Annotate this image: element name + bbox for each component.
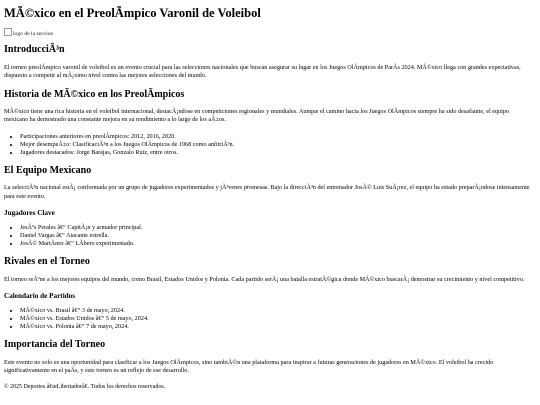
list-item: • Jugadores destacados: Jorge Barajas, Gonzalo Ruiz, entre otros. xyxy=(20,149,534,157)
page xyxy=(0,6,538,391)
team-heading: El Equipo Mexicano xyxy=(4,164,92,176)
list-item: • Mejor desempeÃ±o: ClasificaciÃ³n a los Juegos OlÃmpicos de 1968 como anfitriÃ³n. xyxy=(20,141,534,149)
list-item: • MÃ©xico vs. Estados Unidos â€“ 5 de mayo, 2024. xyxy=(20,315,534,323)
list-item: • JesÃºs Perales â€“ CapitÃ¡n y armador principal. xyxy=(20,224,534,232)
importance-text: Este evento no solo es una oportunidad para clasificar a los Juegos OlÃmpicos, sino tambiÃ©n una plataforma para inspirar a futuras generaciones de jugadores en MÃ©xico. El voleibol ha crecido significativamente en el paÃs, y este torneo es un reflejo de ese desarrollo. xyxy=(4,358,494,375)
rivals-text: El torneo reÃºne a los mejores equipos del mundo, como Brasil, Estados Unidos y Polonia. Cada partido serÃ¡ una batalla estratÃ©gica donde MÃ©xico buscarÃ¡ demostrar su crecimiento y nivel competitivo. xyxy=(4,275,525,283)
schedule-heading: Calendario de Partidos xyxy=(4,292,76,301)
section-logo-image xyxy=(4,28,534,38)
rivals-section xyxy=(4,256,534,331)
page-title: MÃ©xico en el PreolÃmpico Varonil de Voleibol xyxy=(4,6,261,20)
history-heading: Historia de MÃ©xico en los PreolÃmpicos xyxy=(4,88,185,100)
list-item: • MÃ©xico vs. Polonia â€“ 7 de mayo, 2024. xyxy=(20,323,534,331)
page-footer: © 2025 Deportes â€œLibertadorâ€. Todos los derechos reservados. xyxy=(4,383,166,390)
history-list xyxy=(4,133,534,157)
schedule-list xyxy=(4,307,534,331)
team-text: La selecciÃ³n nacional estÃ¡ conformada por un grupo de jugadores experimentados y jÃ³venes promesas. Bajo la direcciÃ³n del entrenador JosÃ© Luis SuÃ¡rez, el equipo ha estado preparÃ¡ndose intensamente para este evento. xyxy=(4,184,530,200)
broken-image-icon xyxy=(4,28,12,36)
section-logo-alt-text: logo de la seccion xyxy=(13,31,54,38)
intro-section xyxy=(4,44,534,80)
importance-section xyxy=(4,339,534,375)
key-players-heading: Jugadores Clave xyxy=(4,209,55,218)
rivals-heading: Rivales en el Torneo xyxy=(4,256,90,268)
list-item: • Participaciones anteriores en preolÃmpicos: 2012, 2016, 2020. xyxy=(20,133,534,141)
intro-heading: IntroducciÃ³n xyxy=(4,44,65,56)
team-section xyxy=(4,165,534,248)
history-section xyxy=(4,89,534,157)
list-item: • MÃ©xico vs. Brasil â€“ 3 de mayo, 2024. xyxy=(20,307,534,315)
importance-heading: Importancia del Torneo xyxy=(4,339,106,351)
list-item: • JosÃ© MartÃnez â€“ LÃbero experimentado. xyxy=(20,240,534,248)
history-text: MÃ©xico tiene una rica historia en el voleibol internacional, destacÃ¡ndose en competiciones regionales y mundiales. Aunque el camino hacia los Juegos OlÃmpicos siempre ha sido desafiante, el equipo mexicano ha demostrado una constante mejora en su rendimiento a lo largo de los aÃ±os. xyxy=(4,108,510,124)
key-players-list xyxy=(4,224,534,248)
intro-text: El torneo preolÃmpico varonil de voleibol es un evento crucial para las selecciones nacionales que buscan asegurar su lugar en los Juegos OlÃmpicos de ParÃs 2024. MÃ©xico llega con grandes expectativas, dispuesto a competir al mÃ¡ximo nivel contra las mejores selecciones del mundo. xyxy=(4,63,521,80)
list-item: • Daniel Vargas â€“ Atacante estrella. xyxy=(20,232,534,240)
